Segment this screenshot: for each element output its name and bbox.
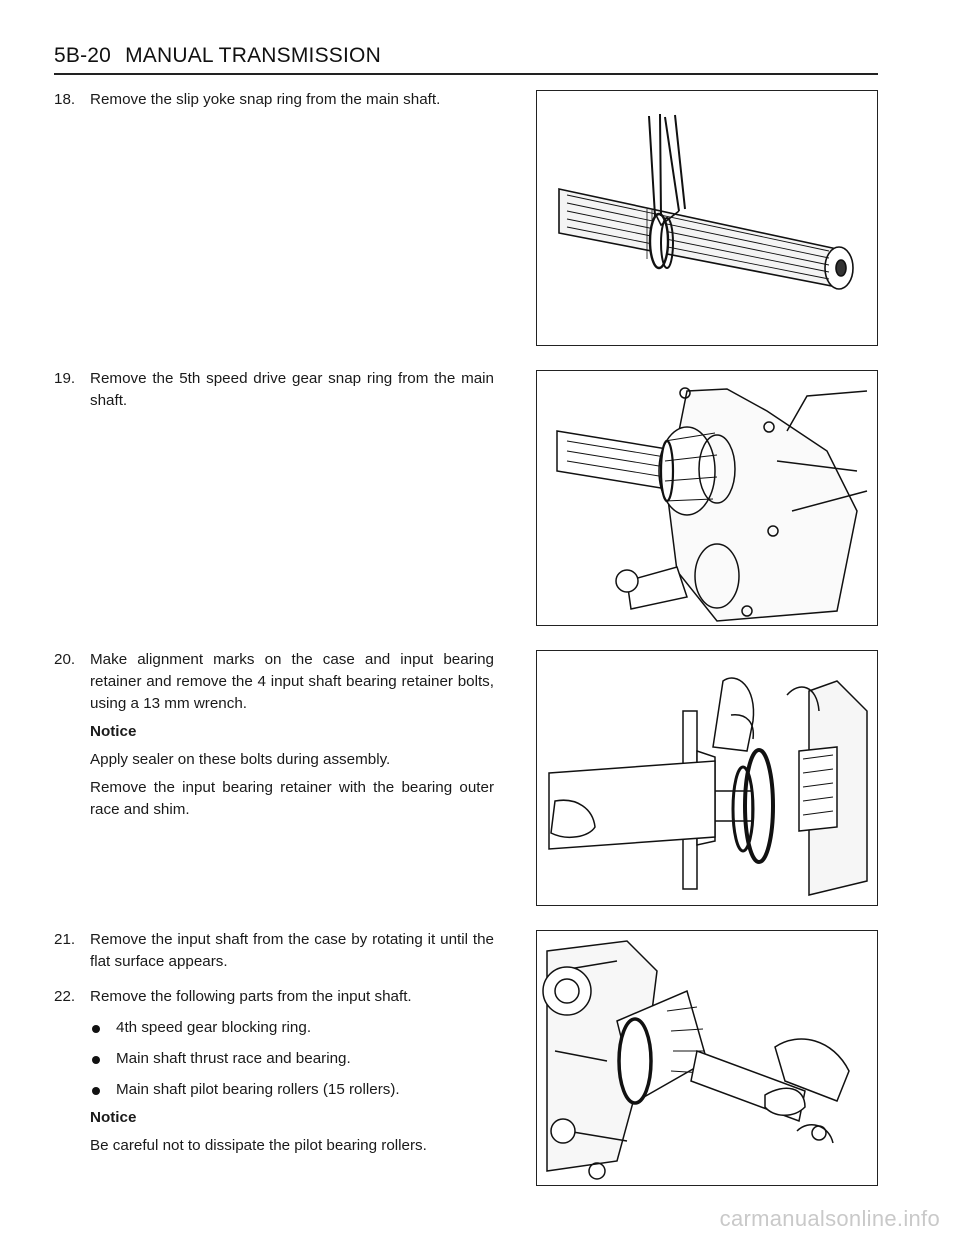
step-number: 18. (54, 91, 76, 108)
notice-label: Notice (90, 723, 137, 740)
watermark: carmanualsonline.info (719, 1206, 940, 1231)
step-extra-text: Remove the input bearing retainer with the bearing outer race and shim. (90, 779, 494, 818)
list-item: Main shaft thrust race and bearing. (90, 1048, 494, 1070)
input-shaft-removal-illustration (537, 931, 877, 1185)
step-20 (54, 649, 494, 821)
bullet-icon (92, 1056, 100, 1064)
step-text: Remove the slip yoke snap ring from the main shaft. (90, 91, 441, 108)
step-text: Remove the 5th speed drive gear snap ring from the main shaft. (90, 370, 494, 409)
page-header (54, 44, 381, 68)
step-19 (54, 368, 494, 412)
bullet-icon (92, 1025, 100, 1033)
figure-main-shaft-snap-ring (536, 90, 878, 346)
bullet-icon (92, 1087, 100, 1095)
step-21 (54, 929, 494, 973)
step-number: 21. (54, 931, 76, 948)
step-text: Remove the following parts from the input shaft. (90, 988, 412, 1005)
drive-gear-snap-ring-illustration (537, 371, 877, 625)
figure-drive-gear-snap-ring (536, 370, 878, 626)
section-code: 5B-20 (54, 44, 112, 67)
list-item: Main shaft pilot bearing rollers (15 rollers). (90, 1079, 494, 1101)
step-number: 22. (54, 988, 76, 1005)
figure-bearing-retainer (536, 650, 878, 906)
step-text: Remove the input shaft from the case by rotating it until the flat surface appears. (90, 931, 494, 970)
list-item: 4th speed gear blocking ring. (90, 1017, 494, 1039)
notice-text: Be careful not to dissipate the pilot bearing rollers. (90, 1137, 427, 1154)
bearing-retainer-illustration (537, 651, 877, 905)
step-number: 20. (54, 651, 76, 668)
main-shaft-snap-ring-illustration (537, 91, 877, 345)
step-text: Make alignment marks on the case and input bearing retainer and remove the 4 input shaft bearing retainer bolts, using a 13 mm wrench. (90, 651, 494, 712)
step-22 (54, 986, 494, 1157)
step-18 (54, 89, 494, 111)
notice-label: Notice (90, 1109, 137, 1126)
step-number: 19. (54, 370, 76, 387)
figure-input-shaft-removal (536, 930, 878, 1186)
header-rule (54, 73, 878, 75)
notice-text: Apply sealer on these bolts during assembly. (90, 751, 391, 768)
section-title: MANUAL TRANSMISSION (125, 44, 381, 67)
